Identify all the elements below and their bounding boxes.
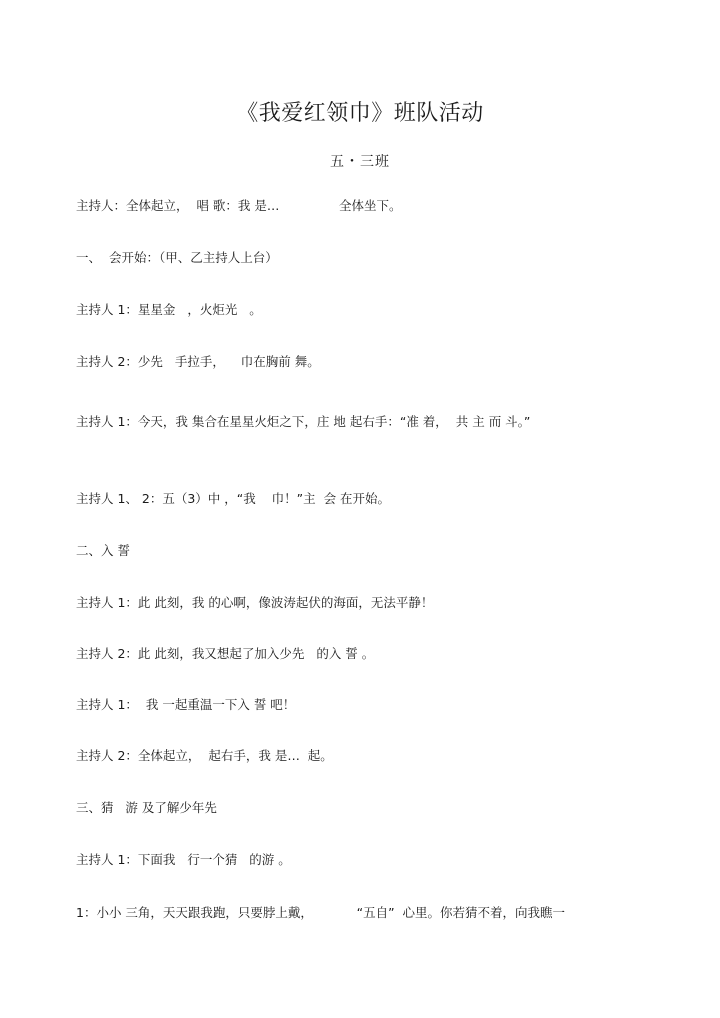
section-heading: 一、 会开始：（甲、乙主持人上台） xyxy=(76,250,278,265)
paragraph-line: 主持人 1： 我 一起重温一下入 誓 吧！ xyxy=(76,697,296,712)
document-title: 《我爱红领巾》班队活动 xyxy=(236,101,484,126)
paragraph-line: 主持人 1：今天，我 集合在星星火炬之下，庄 地 起右手：“准 着， 共 主 而 斗。” xyxy=(76,414,531,429)
paragraph-line: 主持人：全体起立， 唱 歌：我 是… 全体坐下。 xyxy=(76,198,402,213)
paragraph-line: 主持人 1：星星金 ，火炬光 。 xyxy=(76,302,262,317)
paragraph-line: 主持人 1：下面我 行一个猜 的游 。 xyxy=(76,852,291,867)
section-heading: 二、入 誓 xyxy=(76,543,130,558)
section-heading: 三、猜 游 及了解少年先 xyxy=(76,800,217,815)
paragraph-line: 主持人 1：此 此刻，我 的心啊，像波涛起伏的海面，无法平静！ xyxy=(76,595,434,610)
paragraph-line: 1：小小 三角，天天跟我跑，只要脖上戴， “五自” 心里。你若猜不着，向我瞧一 xyxy=(76,905,566,920)
paragraph-line: 主持人 2：全体起立， 起右手，我 是… 起。 xyxy=(76,748,333,763)
paragraph-line: 主持人 2：此 此刻，我又想起了加入少先 的入 誓 。 xyxy=(76,646,375,661)
paragraph-line: 主持人 1、 2：五（3）中 ，“我 巾！”主 会 在开始。 xyxy=(76,491,391,506)
paragraph-line: 主持人 2：少先 手拉手， 巾在胸前 舞。 xyxy=(76,354,320,369)
document-subtitle: 五・三班 xyxy=(330,154,390,170)
